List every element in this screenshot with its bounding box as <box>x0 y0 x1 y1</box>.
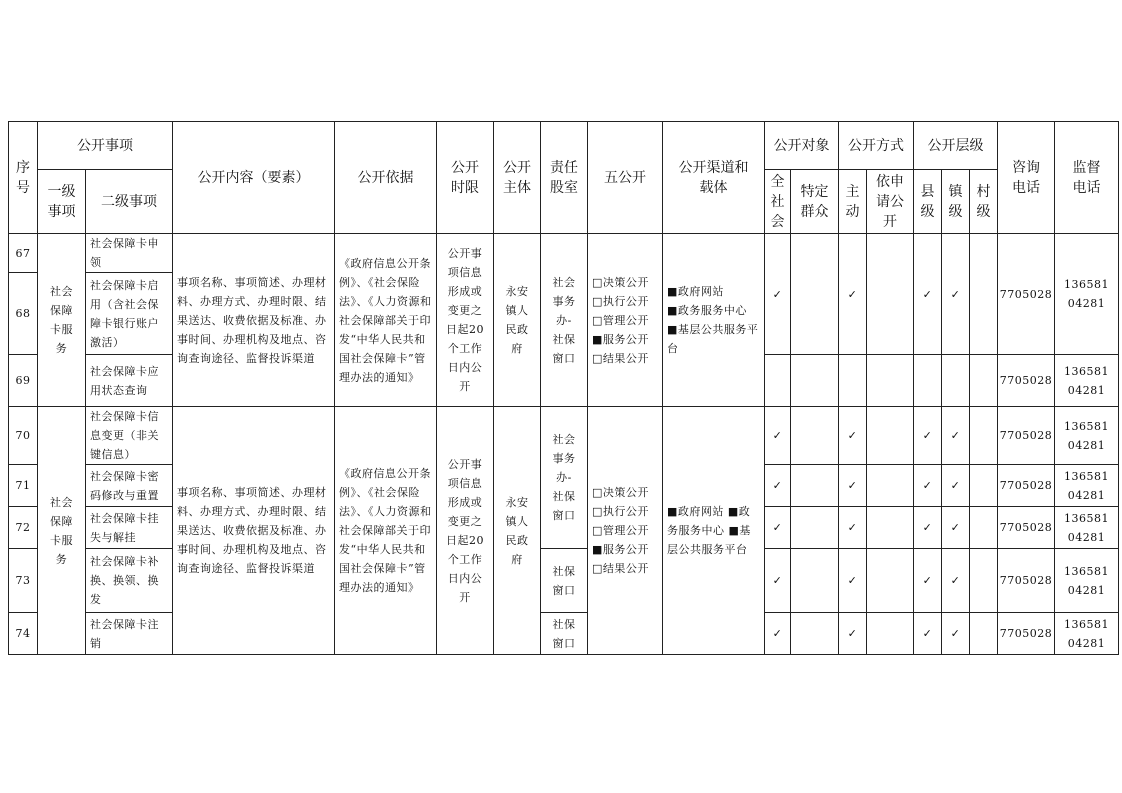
header-level1: 一级事项 <box>38 170 86 234</box>
check-l-town: ✓ <box>942 465 970 507</box>
group1-five-open: □决策公开 □执行公开 □管理公开 ■服务公开 □结果公开 <box>588 234 663 407</box>
cell-l-village <box>970 549 998 613</box>
row-item: 社会保障卡密码修改与重置 <box>86 465 173 507</box>
consult-phone: 7705028 <box>998 549 1055 613</box>
cell-m-request <box>867 549 914 613</box>
group1-subject: 永安镇人民政府 <box>494 234 541 407</box>
header-l-village: 村级 <box>970 170 998 234</box>
row-no: 72 <box>9 507 38 549</box>
row-no: 74 <box>9 613 38 655</box>
cell-l-town <box>942 355 970 407</box>
cell-m-request <box>867 507 914 549</box>
check-l-county: ✓ <box>914 549 942 613</box>
row-no: 73 <box>9 549 38 613</box>
header-method: 公开方式 <box>839 122 914 170</box>
header-seq: 序号 <box>9 122 38 234</box>
check-m-active: ✓ <box>839 507 867 549</box>
consult-phone: 7705028 <box>998 465 1055 507</box>
check-l-town: ✓ <box>942 549 970 613</box>
header-aud-all: 全社会 <box>765 170 791 234</box>
group2-basis: 《政府信息公开条例》、《社会保险法》、《人力资源和社会保障部关于印发“中华人民共和国社会保障卡”管理办法的通知》 <box>335 407 437 655</box>
check-m-active: ✓ <box>839 407 867 465</box>
check-l-county: ✓ <box>914 613 942 655</box>
group2-five-open: □决策公开 □执行公开 □管理公开 ■服务公开 □结果公开 <box>588 407 663 655</box>
group1-channel: ■政府网站 ■政务服务中心 ■基层公共服务平台 <box>663 234 765 407</box>
row-item: 社会保障卡申领 <box>86 234 173 273</box>
header-audience: 公开对象 <box>765 122 839 170</box>
header-m-request: 依申请公开 <box>867 170 914 234</box>
supervise-phone: 13658104281 <box>1055 234 1119 355</box>
supervise-phone: 13658104281 <box>1055 613 1119 655</box>
check-aud-all: ✓ <box>765 549 791 613</box>
supervise-phone: 13658104281 <box>1055 507 1119 549</box>
group2-dept1: 社会事务办-社保窗口 <box>541 407 588 549</box>
header-m-active: 主动 <box>839 170 867 234</box>
header-l-town: 镇级 <box>942 170 970 234</box>
check-m-active: ✓ <box>839 234 867 355</box>
group2-dept2: 社保窗口 <box>541 549 588 613</box>
header-time-limit: 公开时限 <box>437 122 494 234</box>
cell-aud-specific <box>791 407 839 465</box>
cell-m-request <box>867 355 914 407</box>
group1-dept: 社会事务办-社保窗口 <box>541 234 588 407</box>
header-consult: 咨询电话 <box>998 122 1055 234</box>
group1-content: 事项名称、事项简述、办理材料、办理方式、办理时限、结果送达、收费依据及标准、办事时间、办理机构及地点、咨询查询途径、监督投诉渠道 <box>173 234 335 407</box>
row-item: 社会保障卡应用状态查询 <box>86 355 173 407</box>
cell-l-village <box>970 507 998 549</box>
consult-phone: 7705028 <box>998 507 1055 549</box>
group2-time-limit: 公开事项信息形成或变更之日起20个工作日内公开 <box>437 407 494 655</box>
check-l-county: ✓ <box>914 507 942 549</box>
supervise-phone: 13658104281 <box>1055 407 1119 465</box>
consult-phone: 7705028 <box>998 355 1055 407</box>
header-level2: 二级事项 <box>86 170 173 234</box>
header-item-group: 公开事项 <box>38 122 173 170</box>
header-aud-specific: 特定群众 <box>791 170 839 234</box>
cell-l-village <box>970 355 998 407</box>
row-no: 67 <box>9 234 38 273</box>
group1-basis: 《政府信息公开条例》、《社会保险法》、《人力资源和社会保障部关于印发“中华人民共和国社会保障卡”管理办法的通知》 <box>335 234 437 407</box>
cell-m-request <box>867 465 914 507</box>
check-l-town: ✓ <box>942 234 970 355</box>
group2-subject: 永安镇人民政府 <box>494 407 541 655</box>
header-dept: 责任股室 <box>541 122 588 234</box>
row-item: 社会保障卡启用（含社会保障卡银行账户激活） <box>86 273 173 355</box>
check-aud-all: ✓ <box>765 407 791 465</box>
group2-channel: ■政府网站 ■政务服务中心 ■基层公共服务平台 <box>663 407 765 655</box>
cell-aud-specific <box>791 465 839 507</box>
header-basis: 公开依据 <box>335 122 437 234</box>
cell-aud-specific <box>791 613 839 655</box>
check-aud-all: ✓ <box>765 613 791 655</box>
table-row <box>9 407 1119 465</box>
table-row <box>9 234 1119 273</box>
cell-m-request <box>867 234 914 355</box>
check-l-county: ✓ <box>914 234 942 355</box>
cell-aud-specific <box>791 355 839 407</box>
check-m-active: ✓ <box>839 613 867 655</box>
row-no: 71 <box>9 465 38 507</box>
check-aud-all: ✓ <box>765 234 791 355</box>
cell-aud-all <box>765 355 791 407</box>
header-l-county: 县级 <box>914 170 942 234</box>
row-item: 社会保障卡注销 <box>86 613 173 655</box>
header-channel: 公开渠道和载体 <box>663 122 765 234</box>
cell-m-active <box>839 355 867 407</box>
check-aud-all: ✓ <box>765 465 791 507</box>
header-content: 公开内容（要素） <box>173 122 335 234</box>
cell-m-request <box>867 613 914 655</box>
row-no: 70 <box>9 407 38 465</box>
check-l-town: ✓ <box>942 507 970 549</box>
cell-aud-specific <box>791 507 839 549</box>
supervise-phone: 13658104281 <box>1055 355 1119 407</box>
supervise-phone: 13658104281 <box>1055 549 1119 613</box>
cell-m-request <box>867 407 914 465</box>
cell-aud-specific <box>791 549 839 613</box>
group2-dept3: 社保窗口 <box>541 613 588 655</box>
row-item: 社会保障卡补换、换领、换发 <box>86 549 173 613</box>
check-l-county: ✓ <box>914 407 942 465</box>
check-aud-all: ✓ <box>765 507 791 549</box>
cell-l-county <box>914 355 942 407</box>
row-item: 社会保障卡挂失与解挂 <box>86 507 173 549</box>
row-item: 社会保障卡信息变更（非关键信息） <box>86 407 173 465</box>
row-no: 69 <box>9 355 38 407</box>
consult-phone: 7705028 <box>998 234 1055 355</box>
check-l-county: ✓ <box>914 465 942 507</box>
consult-phone: 7705028 <box>998 613 1055 655</box>
cell-l-village <box>970 465 998 507</box>
check-m-active: ✓ <box>839 549 867 613</box>
row-no: 68 <box>9 273 38 355</box>
header-level: 公开层级 <box>914 122 998 170</box>
header-subject: 公开主体 <box>494 122 541 234</box>
header-five-open: 五公开 <box>588 122 663 234</box>
cell-l-village <box>970 234 998 355</box>
group1-level1: 社会保障卡服务 <box>38 234 86 407</box>
consult-phone: 7705028 <box>998 407 1055 465</box>
supervise-phone: 13658104281 <box>1055 465 1119 507</box>
cell-l-village <box>970 613 998 655</box>
group1-time-limit: 公开事项信息形成或变更之日起20个工作日内公开 <box>437 234 494 407</box>
check-l-town: ✓ <box>942 407 970 465</box>
group2-level1: 社会保障卡服务 <box>38 407 86 655</box>
cell-aud-specific <box>791 234 839 355</box>
check-l-town: ✓ <box>942 613 970 655</box>
cell-l-village <box>970 407 998 465</box>
group2-content: 事项名称、事项简述、办理材料、办理方式、办理时限、结果送达、收费依据及标准、办事时间、办理机构及地点、咨询查询途径、监督投诉渠道 <box>173 407 335 655</box>
header-supervise: 监督电话 <box>1055 122 1119 234</box>
check-m-active: ✓ <box>839 465 867 507</box>
disclosure-table <box>8 121 1119 655</box>
